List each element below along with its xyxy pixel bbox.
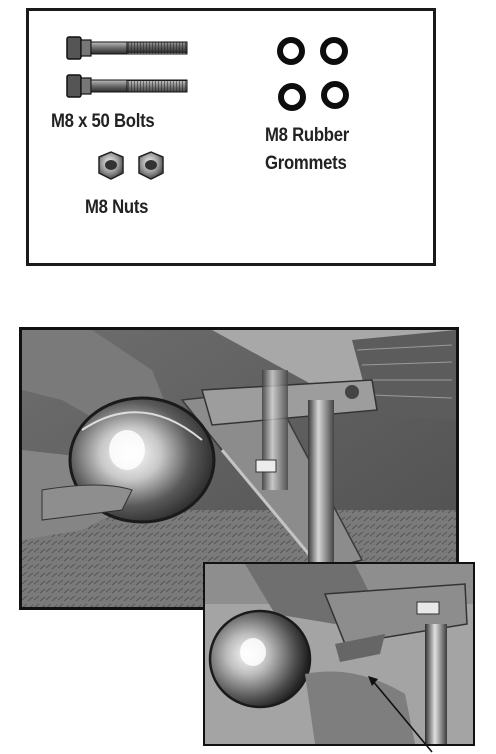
parts-illustration [29,11,439,269]
grommets-label-line1: M8 Rubber [265,125,350,146]
parts-list-box [26,8,436,266]
grommets-label-line2: Grommets [265,153,347,174]
grommet-icon [281,86,303,108]
nut-icon [139,152,163,179]
grommet-icon [324,84,346,106]
nuts-label: M8 Nuts [85,197,149,218]
grommet-icon [323,40,345,62]
bolts-label: M8 x 50 Bolts [51,111,155,132]
grommet-icon [280,40,302,62]
headlight-bolt-detail-photo [203,562,475,746]
bolt-icon [67,75,187,97]
bolt-icon [67,37,187,59]
nut-icon [99,152,123,179]
